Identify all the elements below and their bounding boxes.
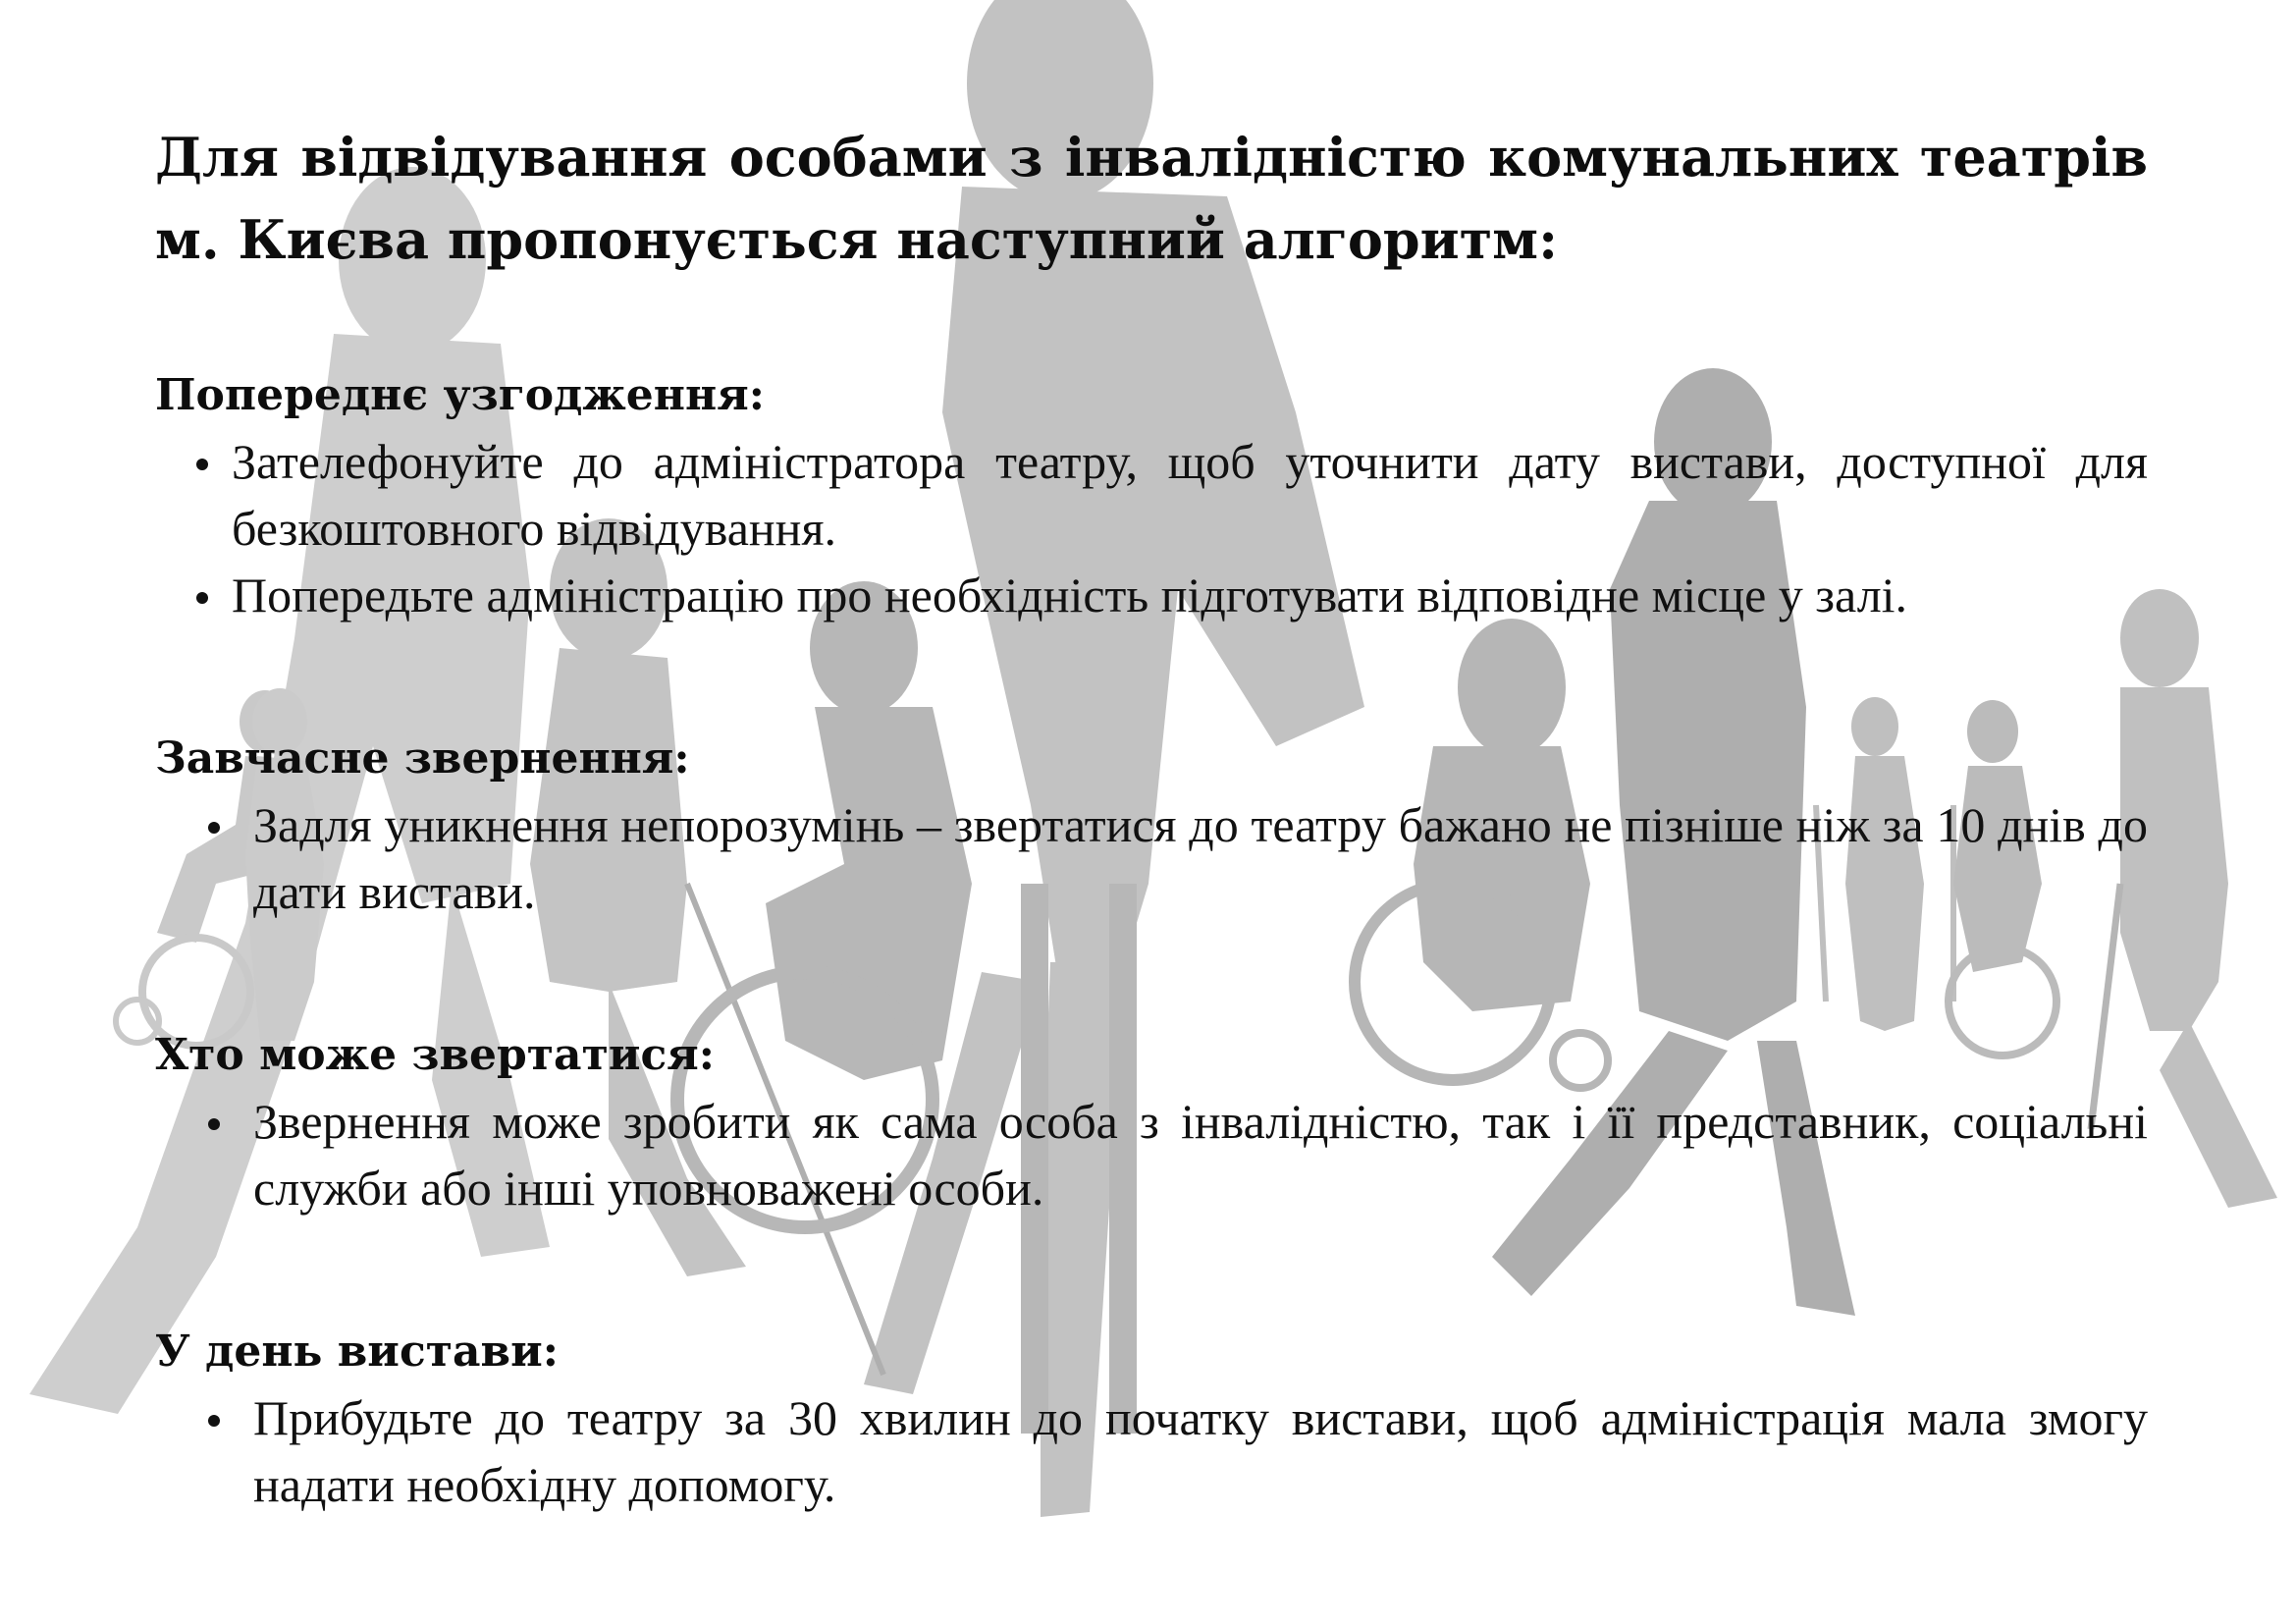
bullet-icon bbox=[196, 459, 208, 470]
list-item bbox=[155, 428, 2148, 562]
bullet-list bbox=[155, 1384, 2148, 1518]
bullet-list bbox=[155, 791, 2148, 925]
bullet-list bbox=[155, 428, 2148, 628]
list-item-text: Зателефонуйте до адміністратора театру, щоб уточнити дату вистави, доступної для безкоштовного відвідування. bbox=[232, 434, 2148, 556]
section-heading: У день вистави: bbox=[155, 1326, 559, 1377]
list-item bbox=[155, 1088, 2148, 1221]
section-who-can-apply bbox=[155, 1023, 2148, 1221]
list-item bbox=[155, 1384, 2148, 1518]
bullet-list bbox=[155, 1088, 2148, 1221]
section-heading: Хто може звертатися: bbox=[155, 1030, 716, 1080]
section-heading: Завчасне звернення: bbox=[155, 733, 690, 784]
main-content bbox=[155, 116, 2148, 1518]
list-item bbox=[155, 562, 2148, 628]
bullet-icon bbox=[208, 1415, 220, 1427]
list-item-text: Прибудьте до театру за 30 хвилин до початку вистави, щоб адміністрація мала змогу надати необхідну допомогу. bbox=[253, 1390, 2148, 1512]
bullet-icon bbox=[196, 592, 208, 604]
section-preliminary-agreement bbox=[155, 363, 2148, 628]
section-performance-day bbox=[155, 1320, 2148, 1518]
bullet-icon bbox=[208, 822, 220, 834]
bullet-icon bbox=[208, 1118, 220, 1130]
list-item-text: Звернення може зробити як сама особа з інвалідністю, так і її представник, соціальні служби або інші уповноважені особи. bbox=[253, 1094, 2148, 1216]
list-item-text: Попередьте адміністрацію про необхідність підготувати відповідне місце у залі. bbox=[232, 568, 1908, 623]
list-item-text: Задля уникнення непорозумінь – звертатися до театру бажано не пізніше ніж за 10 днів до дати вистави. bbox=[253, 797, 2148, 919]
section-advance-request bbox=[155, 727, 2148, 925]
list-item bbox=[155, 791, 2148, 925]
page-title: Для відвідування особами з інвалідністю комунальних театрів м. Києва пропонується наступний алгоритм: bbox=[155, 126, 2148, 271]
section-heading: Попереднє узгодження: bbox=[155, 370, 765, 420]
